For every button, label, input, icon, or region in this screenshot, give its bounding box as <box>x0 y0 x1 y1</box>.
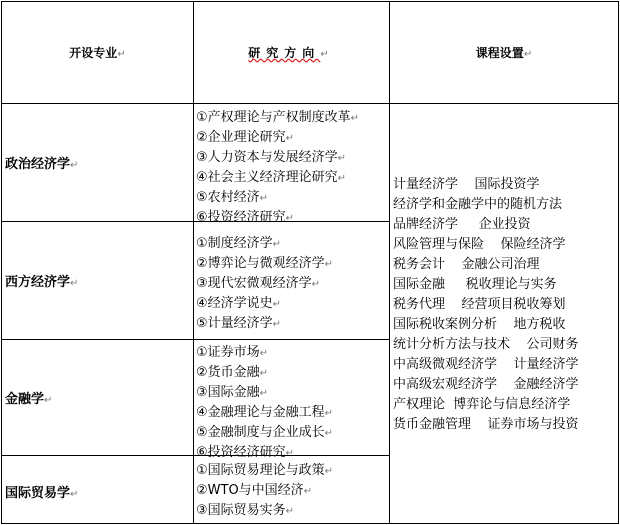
list-item: ③人力资本与发展经济学↵ <box>196 150 347 165</box>
list-item: ①制度经济学↵ <box>196 236 282 251</box>
list-item: ②企业理论研究↵ <box>196 130 295 145</box>
list-item: 国际金融 税收理论与实务 <box>393 277 557 292</box>
major-finance: 金融学↵ <box>5 392 53 407</box>
header-direction: 研究方向↵ <box>248 46 335 60</box>
list-item: ①国际贸易理论与政策↵ <box>196 463 334 478</box>
list-item: ③国际贸易实务↵ <box>196 503 295 518</box>
table-border-left <box>1 1 2 524</box>
table-border-bottom <box>1 523 619 524</box>
table-border-top <box>1 1 619 2</box>
list-item: 产权理论 博弈论与信息经济学 <box>393 397 571 412</box>
header-courses: 课程设置↵ <box>475 46 533 60</box>
list-item: 计量经济学 国际投资学 <box>393 177 540 192</box>
list-item: ⑤金融制度与企业成长↵ <box>196 425 334 440</box>
list-item: ④社会主义经济理论研究↵ <box>196 170 347 185</box>
list-item: ⑤农村经济↵ <box>196 190 269 205</box>
list-item: ②WTO与中国经济↵ <box>196 483 313 498</box>
column-divider <box>389 1 390 524</box>
list-item: ⑤计量经济学↵ <box>196 316 282 331</box>
list-item: 风险管理与保险 保险经济学 <box>393 237 566 252</box>
directions-list <box>196 108 359 228</box>
major-western-economics: 西方经济学↵ <box>5 275 79 290</box>
list-item: 货币金融管理 证券市场与投资 <box>393 417 579 432</box>
list-item: ③现代宏微观经济学↵ <box>196 276 321 291</box>
header-major: 开设专业↵ <box>69 46 126 60</box>
list-item: 统计分析方法与技术 公司财务 <box>393 337 579 352</box>
list-item: ④经济学说史↵ <box>196 296 282 311</box>
course-list <box>393 175 579 435</box>
list-item: ③国际金融↵ <box>196 385 269 400</box>
list-item: ①证券市场↵ <box>196 345 269 360</box>
row-divider <box>1 339 390 340</box>
list-item: ②货币金融↵ <box>196 365 269 380</box>
list-item: 国际税收案例分析 地方税收 <box>393 317 566 332</box>
list-item: 品牌经济学 企业投资 <box>393 217 531 232</box>
header-divider <box>1 103 619 104</box>
list-item: ⑥投资经济研究↵ <box>196 445 295 460</box>
list-item: 中高级宏观经济学 金融经济学 <box>393 377 579 392</box>
list-item: 中高级微观经济学 计量经济学 <box>393 357 579 372</box>
list-item: 税务会计 金融公司治理 <box>393 257 540 272</box>
directions-list <box>196 234 333 334</box>
list-item: ②博弈论与微观经济学↵ <box>196 256 334 271</box>
list-item: 经济学和金融学中的随机方法 <box>393 197 563 212</box>
list-item: ⑥投资经济研究↵ <box>196 210 295 225</box>
directions-list <box>196 461 333 521</box>
list-item: ④金融理论与金融工程↵ <box>196 405 334 420</box>
list-item: 税务代理 经营项目税收筹划 <box>393 297 566 312</box>
column-divider <box>193 1 194 524</box>
table-border-right <box>618 1 619 524</box>
list-item: ①产权理论与产权制度改革↵ <box>196 110 360 125</box>
major-international-trade: 国际贸易学↵ <box>5 486 79 501</box>
major-political-economy: 政治经济学↵ <box>5 157 79 172</box>
directions-list <box>196 343 333 463</box>
